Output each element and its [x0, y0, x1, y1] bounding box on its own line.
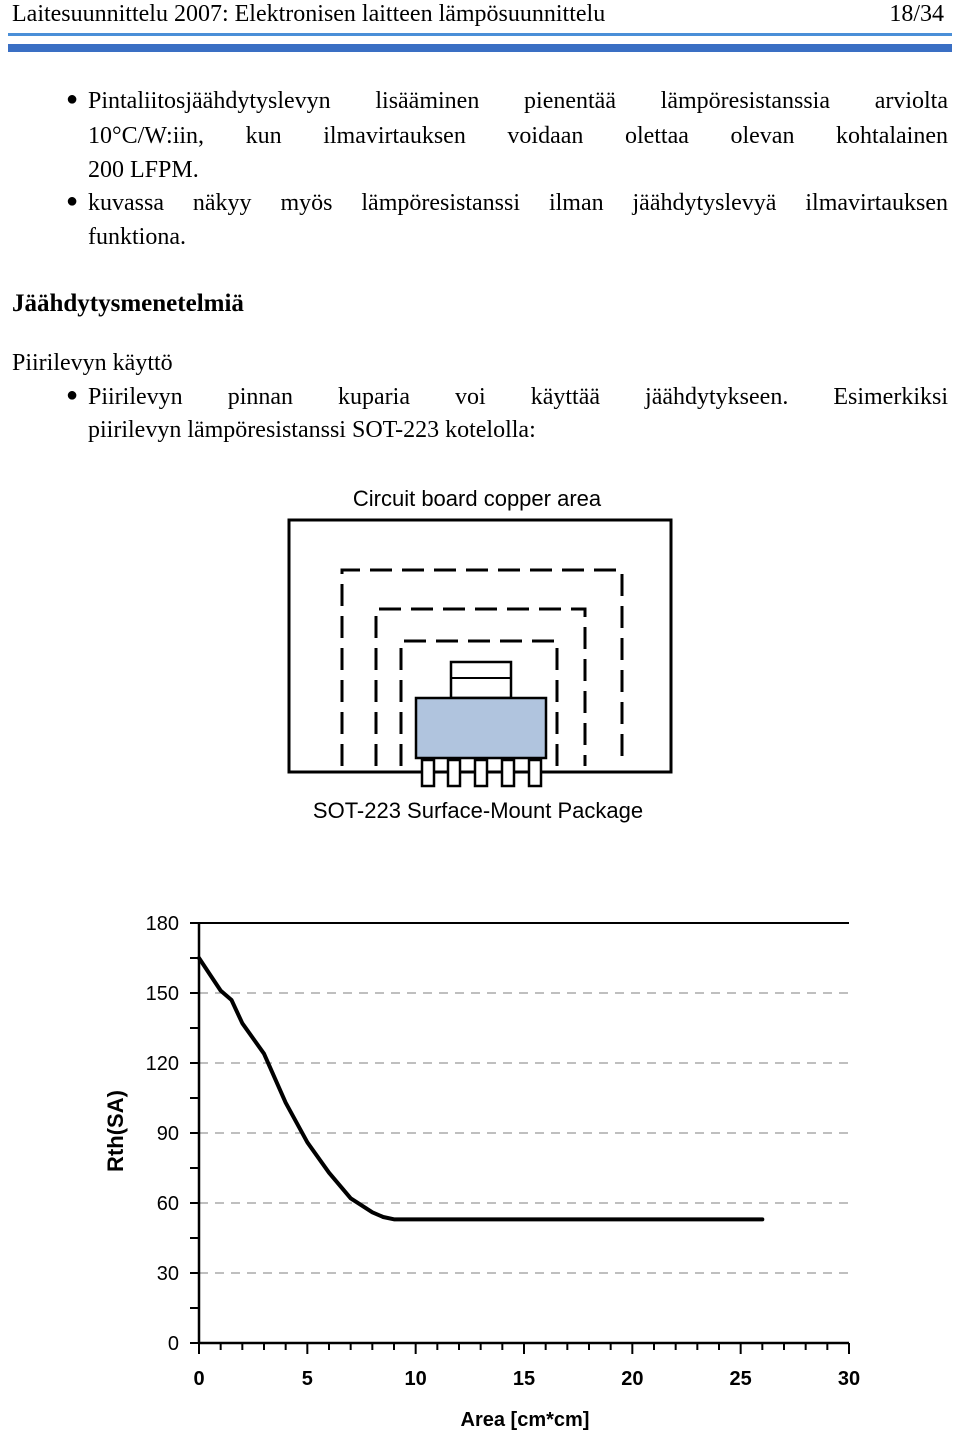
series-line: [199, 958, 762, 1219]
bullet-line: kuvassa näkyy myös lämpöresistanssi ilman jäähdytyslevyä ilmavirtauksen: [88, 190, 948, 216]
chart-axes: [190, 923, 849, 1354]
bullet-line: funktiona.: [88, 224, 186, 250]
pin: [529, 760, 541, 786]
x-tick-label: 10: [404, 1368, 427, 1390]
rth-vs-area-chart: [0, 874, 960, 1434]
copper-area-diagram: [0, 470, 960, 870]
y-tick-label: 0: [167, 1333, 179, 1355]
bullet-icon: ●: [66, 384, 79, 406]
bullet-icon: ●: [66, 88, 79, 110]
page-number: 18/34: [889, 1, 944, 27]
header-rule-thin: [8, 33, 952, 36]
y-tick-label: 60: [156, 1193, 179, 1215]
bullet-line: Piirilevyn pinnan kuparia voi käyttää jäähdytykseen. Esimerkiksi: [88, 384, 948, 410]
bullet-icon: ●: [66, 190, 79, 212]
x-axis-label: Area [cm*cm]: [460, 1409, 590, 1431]
bullet-line: Pintaliitosjäähdytyslevyn lisääminen pienentää lämpöresistanssia arviolta: [88, 88, 948, 114]
diagram-top-label: Circuit board copper area: [352, 486, 602, 511]
package-body: [416, 698, 546, 758]
header-title: Laitesuunnittelu 2007: Elektronisen laitteen lämpösuunnittelu: [12, 1, 606, 27]
y-tick-label: 120: [145, 1053, 179, 1075]
package-tab: [451, 662, 511, 698]
pin: [448, 760, 460, 786]
x-tick-label: 15: [512, 1368, 536, 1390]
y-tick-label: 180: [145, 913, 179, 935]
chart-series: [199, 958, 762, 1219]
section-heading: Jäähdytysmenetelmiä: [12, 290, 244, 317]
chart-grid: [199, 993, 849, 1273]
diagram-bottom-label: SOT-223 Surface-Mount Package: [312, 798, 644, 823]
pin: [422, 760, 434, 786]
x-tick-labels: [193, 1368, 860, 1390]
x-tick-label: 20: [621, 1368, 644, 1390]
y-tick-label: 30: [156, 1263, 179, 1285]
header-rule-thick: [8, 44, 952, 52]
x-tick-label: 25: [729, 1368, 752, 1390]
x-tick-label: 5: [301, 1368, 313, 1390]
pin: [502, 760, 514, 786]
bullet-line: 10°C/W:iin, kun ilmavirtauksen voidaan olettaa olevan kohtalainen: [88, 123, 948, 149]
subheading: Piirilevyn käyttö: [12, 350, 173, 376]
y-tick-labels: [146, 913, 179, 1355]
y-tick-label: 90: [156, 1123, 179, 1145]
bullet-line: piirilevyn lämpöresistanssi SOT-223 kotelolla:: [88, 417, 536, 443]
pin: [475, 760, 487, 786]
y-tick-label: 150: [145, 983, 179, 1005]
y-axis-label: Rth(SA): [103, 1090, 128, 1172]
bullet-line: 200 LFPM.: [88, 157, 199, 183]
x-tick-label: 30: [837, 1368, 861, 1390]
x-tick-label: 0: [193, 1368, 205, 1390]
